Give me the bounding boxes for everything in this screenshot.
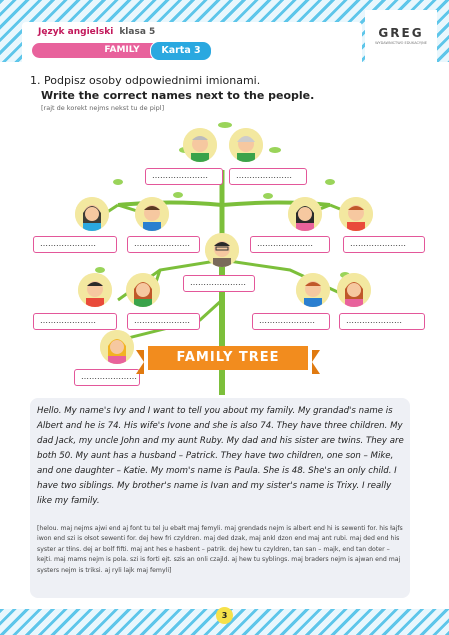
sister-trixy-name-field[interactable]: ………………… [339,313,425,330]
cousin-mike-avatar [78,273,112,307]
story-text: Hello. My name's Ivy and I want to tell you about my family. My grandad's name is Albert and he is 74. His wife's Ivone and she is also 74. They have three children. My dad Jack, my uncle John and my aunt Ruby. My dad and his sister are twins. They are both 50. My aunt has a husband – Patrick. They have two children, one son – Mike, and one daughter – Katie. My mom's name is Paula. She is 48. She's an only child. I have two siblings. My brother's name is Ivan and my sister's name is Trixy. I really like my family. [37,406,404,506]
brother-ivan-avatar [296,273,330,307]
uncle-patrick-name-field[interactable]: ………………… [127,236,200,253]
father-avatar [339,197,373,231]
ivy-avatar [100,330,134,364]
aunt-name-field[interactable]: ………………… [33,236,117,253]
grandfather-avatar [183,128,217,162]
sister-trixy-avatar [337,273,371,307]
instruction-english: Write the correct names next to the people. [41,89,315,102]
instruction-pronunciation: [rajt de korekt nejms nekst tu de pipl] [41,104,165,112]
card-number-pill: Karta 3 [150,41,212,61]
cousin-katie-avatar [126,273,160,307]
father-name-field[interactable]: ………………… [343,236,425,253]
mother-avatar [288,197,322,231]
grandmother-avatar [229,128,263,162]
ivy-name-field[interactable]: ………………… [74,369,140,386]
uncle-patrick-avatar [135,197,169,231]
page-number: 3 [216,607,233,624]
instruction-polish: 1. Podpisz osoby odpowiednimi imionami. [30,74,261,87]
uncle-john-avatar [205,233,239,267]
logo-text: GREG [378,26,424,40]
subject-label: Język angielski klasa 5 [38,27,156,37]
logo-subtitle: WYDAWNICTWO EDUKACYJNE [375,41,427,45]
uncle-john-name-field[interactable]: ………………… [183,275,255,292]
story-pronunciation: [helou. maj nejms ajwi end aj font tu tel ju ebałt maj femyli. maj grendads nejm is albert end hi is sewenti for. his łajfs iwon end szi is ołsot sewenti for. dej hew fri czyldren. maj ded dzak, maj ankl dzon end maj ant rubi. maj ded end his syster ar tłins. dej ar bolf fifti. maj ant hes e hasbent – patrik. dej hew tu czyldren, tan san – majk, end tan doter – kejti. maj mams nejm is pola. szi is forti ejt. szis an onli czajld. aj hew tu syblings. maj braders nejm is ajwan end maj systers nejm is triksi. aj ryli lajk maj femyli] [37,525,403,574]
cousin-mike-name-field[interactable]: ………………… [33,313,117,330]
family-tree-banner: FAMILY TREE [148,346,308,370]
grandmother-name-field[interactable]: ………………… [229,168,307,185]
brother-ivan-name-field[interactable]: ………………… [252,313,330,330]
aunt-avatar [75,197,109,231]
mother-name-field[interactable]: ………………… [250,236,330,253]
grandfather-name-field[interactable]: ………………… [145,168,223,185]
grade-label: klasa 5 [119,27,156,37]
cousin-katie-name-field[interactable]: ………………… [127,313,200,330]
topic-pill: FAMILY [32,43,212,58]
